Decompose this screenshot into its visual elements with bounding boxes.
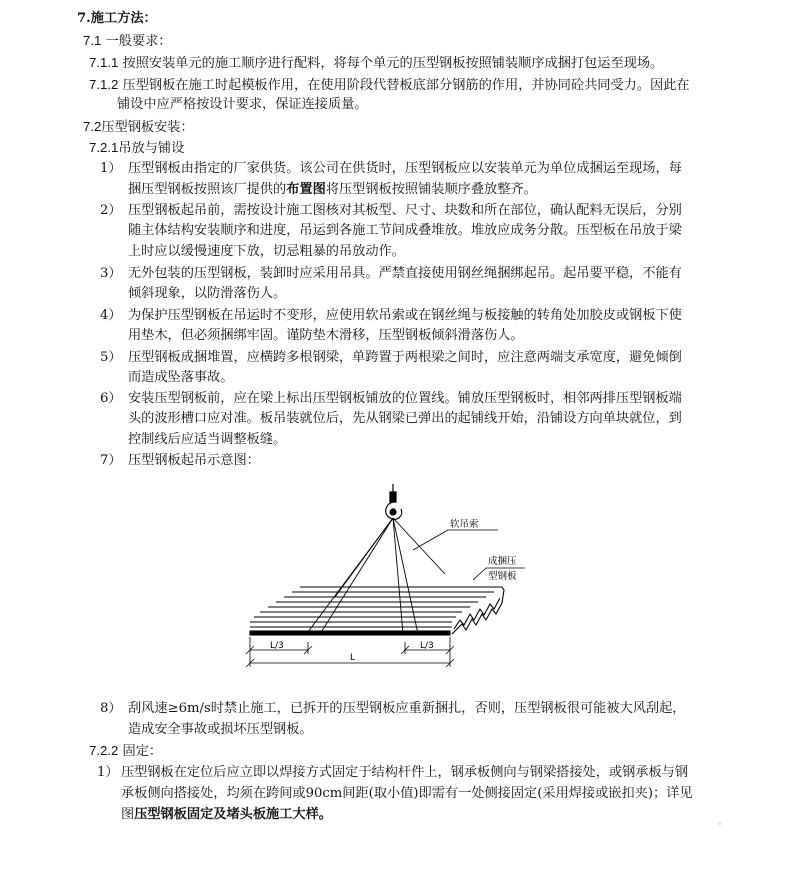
list-item-number: 5） xyxy=(100,350,122,365)
list-item-number: 7） xyxy=(100,453,122,468)
sling-label: 软吊索 xyxy=(450,519,479,530)
list-item-line: 控制线后应适当调整板缝。 xyxy=(128,432,287,447)
section-number: 7.2.2 xyxy=(89,743,119,758)
section-number: 7.2 xyxy=(83,119,102,134)
section-7-2-2-heading xyxy=(89,742,162,761)
dimension-left: L/3 xyxy=(270,641,284,651)
list-item-line: 压型钢板在定位后应立即以焊接方式固定于结构杆件上，钢承板侧向与钢梁搭接处，或钢承板与钢 xyxy=(121,765,689,780)
list-item-number: 1） xyxy=(100,161,122,176)
bundle-label-line2: 型钢板 xyxy=(488,571,517,582)
dimension-total: L xyxy=(350,653,356,663)
section-number: 7.1 xyxy=(83,33,102,48)
clause-7-1-2 xyxy=(89,76,690,95)
text-segment: 将压型钢板按照铺装顺序叠放整齐。 xyxy=(325,182,537,197)
list-item-line: 承板侧向搭接处，均须在跨间或90cm间距(取小值)即需有一处侧接固定(采用焊接或嵌扣夹)；详见 xyxy=(121,786,693,801)
dimension-right: L/3 xyxy=(420,641,434,651)
list-item-number: 8） xyxy=(100,701,122,716)
list-item-line: 而造成坠落事故。 xyxy=(128,370,234,385)
section-7-1-heading xyxy=(83,32,171,51)
section-number: 7. xyxy=(77,11,91,26)
list-item-line: 压型钢板起吊示意图： xyxy=(128,453,260,468)
list-item-line: 压型钢板成捆堆置，应横跨多根钢梁，单跨置于两根梁之间时，应注意两端支承宽度，避免倾倒 xyxy=(128,350,682,365)
list-item-line: 头的波形槽口应对准。板吊装就位后，先从钢梁已弹出的起铺线开始，沿铺设方向单块就位，到 xyxy=(128,411,682,426)
section-title: 固定： xyxy=(122,744,163,759)
clause-text: 按照安装单元的施工顺序进行配料，将每个单元的压型钢板按照铺装顺序成捆打包运至现场。 xyxy=(122,56,664,71)
list-item-number: 1） xyxy=(97,765,119,780)
list-item-line: 造成安全事故或损坏压型钢板。 xyxy=(128,722,313,737)
list-item-line xyxy=(121,806,332,824)
emphasis-text: 布置图 xyxy=(286,182,326,197)
clause-7-1-1 xyxy=(89,54,663,73)
clause-number: 7.1.1 xyxy=(89,55,119,70)
bundle-label-line1: 成捆压 xyxy=(488,556,517,567)
list-item-line: 用垫木，但必须捆绑牢固。谨防垫木滑移，压型钢板倾斜滑落伤人。 xyxy=(128,328,524,343)
list-item-line: 安装压型钢板前，应在梁上标出压型钢板铺放的位置线。铺放压型钢板时，相邻两排压型钢板端 xyxy=(128,391,682,406)
text-segment: 捆压型钢板按照该厂提供的 xyxy=(128,182,287,197)
list-item-number: 2） xyxy=(100,203,122,218)
list-item-line xyxy=(128,181,537,199)
lifting-diagram xyxy=(240,482,540,674)
section-title: 一般要求： xyxy=(105,34,172,49)
edge-mark: 。 xyxy=(718,816,728,827)
list-item-number: 6） xyxy=(100,391,122,406)
bundle-leader-line xyxy=(473,568,486,580)
list-item-line: 刮风速≥6m/s时禁止施工，已拆开的压型钢板应重新捆扎，否则，压型钢板很可能被大风刮起， xyxy=(128,701,686,716)
clause-number: 7.1.2 xyxy=(89,77,119,92)
section-title: 压型钢板安装： xyxy=(101,120,194,135)
section-number: 7.2.1 xyxy=(89,140,119,155)
steel-deck-bundle xyxy=(250,587,504,635)
sling-leader-line xyxy=(413,530,448,550)
list-item-line: 无外包装的压型钢板，装卸时应采用吊具。严禁直接使用钢丝绳捆绑起吊。起吊要平稳，不能有 xyxy=(128,266,682,281)
list-item-line: 压型钢板由指定的厂家供货。该公司在供货时，压型钢板应以安装单元为单位成捆运至现场，每 xyxy=(128,161,682,176)
clause-7-1-2-cont: 铺设中应严格按设计要求，保证连接质量。 xyxy=(117,97,368,112)
emphasis-text: 压型钢板固定及堵头板施工大样。 xyxy=(134,807,332,822)
list-item-number: 3） xyxy=(100,266,122,281)
list-item-line: 上时应以缓慢速度下放，切忌粗暴的吊放动作。 xyxy=(128,244,405,259)
section-title: 施工方法： xyxy=(90,11,157,26)
list-item-line: 随主体结构安装顺序和进度，吊运到各施工节间成叠堆放。堆放应成务分散。压型板在吊放于梁 xyxy=(128,223,682,238)
list-item-line: 为保护压型钢板在吊运时不变形，应使用软吊索或在钢丝绳与板接触的转角处加胶皮或钢板下使 xyxy=(128,308,682,323)
section-title: 吊放与铺设 xyxy=(118,141,185,156)
section-7-2-1-heading xyxy=(89,139,184,158)
list-item-number: 4） xyxy=(100,308,122,323)
list-item-line: 压型钢板起吊前，需按设计施工图核对其板型、尺寸、块数和所在部位，确认配料无误后，分别 xyxy=(128,203,682,218)
text-segment: 图 xyxy=(121,807,135,822)
list-item-line: 倾斜现象，以防滑落伤人。 xyxy=(128,286,287,301)
section-7-heading xyxy=(77,10,157,28)
clause-text: 压型钢板在施工时起模板作用，在使用阶段代替板底部分钢筋的作用，并协同砼共同受力。因此在 xyxy=(122,78,690,93)
crane-hook-icon xyxy=(386,484,402,519)
section-7-2-heading xyxy=(83,118,194,137)
